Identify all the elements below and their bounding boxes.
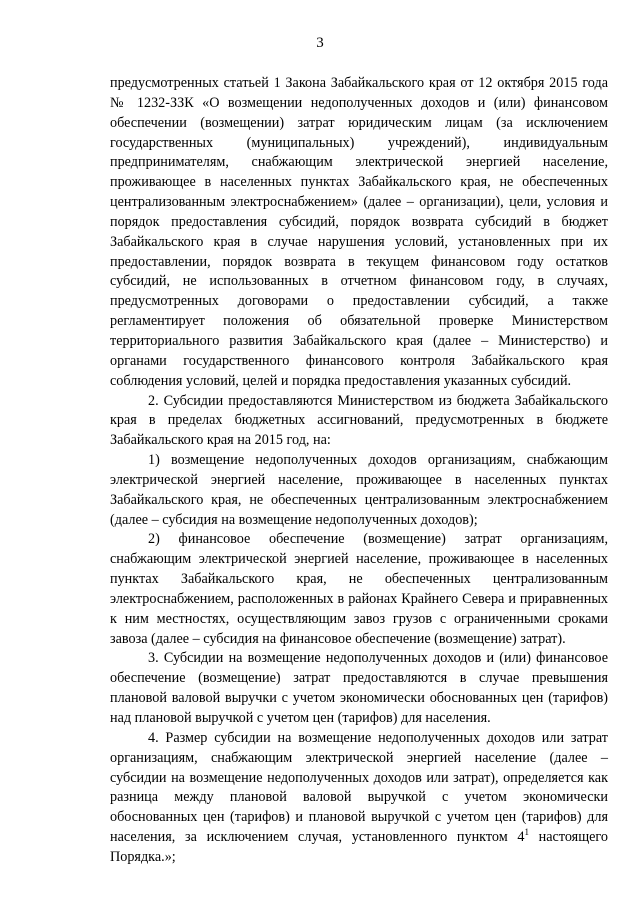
paragraph-2-subsidies-provision: 2. Субсидии предоставляются Министерством из бюджета Забайкальского края в пределах бюджетных ассигнований, предусмотренных в бюджете Забайкальского края на 2015 год, на: <box>110 392 608 449</box>
paragraph-4-main-text: 4. Размер субсидии на возмещение недополученных доходов или затрат организациям, снабжающим электрической энергией население (далее – субсидии на возмещение недополученных доходов или затрат), определяется как разница между плановой валовой выручкой с учетом экономически обоснованных цен (тарифов) и плановой выручкой с учетом цен (тарифов) для населения, за исключением случая, установленного пунктом 4 <box>110 729 608 846</box>
clause-superscript: 1 <box>524 827 529 838</box>
paragraph-2-item-2: 2) финансовое обеспечение (возмещение) затрат организациям, снабжающим электрической энергией население, проживающее в населенных пунктах Забайкальского края, не обеспеченных централизованным электроснабжением, расположенных в районах Крайнего Севера и приравненных к ним местностях, осуществляющим завоз грузов с ограниченными сроками завоза (далее – субсидия на финансовое обеспечение (возмещение) затрат). <box>110 531 608 647</box>
paragraph-3-conditions: 3. Субсидии на возмещение недополученных доходов и (или) финансовое обеспечение (возмещение) затрат предоставляются в случае превышения плановой валовой выручки с учетом экономически обоснованных цен (тарифов) над плановой выручкой с учетом цен (тарифов) для населения. <box>110 650 608 726</box>
paragraph-intro-continuation: предусмотренных статьей 1 Закона Забайкальского края от 12 октября 2015 года № 1232-ЗЗК «О возмещении недополученных доходов и (или) финансовом обеспечении (возмещении) затрат юридическим лицам (за исключением государственных (муниципальных) учреждений), индивидуальным предпринимателям, снабжающим электрической энергией население, проживающее в населенных пунктах Забайкальского края, не обеспеченных централизованным электроснабжением» (далее – организации), цели, условия и порядок предоставления субсидий, порядок возврата субсидий в бюджет Забайкальского края в случае нарушения условий, установленных при их предоставлении, порядок возврата в текущем финансовом году остатков субсидий, не использованных в отчетном финансовом году, в случаях, предусмотренных договорами о предоставлении субсидий, а также регламентирует положения об обязательной проверке Министерством территориального развития Забайкальского края (далее – Министерство) и органами государственного финансового контроля Забайкальского края соблюдения условий, целей и порядка предоставления указанных субсидий. <box>110 75 608 389</box>
paragraph-4-subsidy-amount <box>110 729 608 868</box>
document-body <box>110 74 608 868</box>
paragraph-4-tail-text: настоящего Порядка.»; <box>110 829 608 865</box>
paragraph-2-item-1: 1) возмещение недополученных доходов организациям, снабжающим электрической энергией население, проживающее в населенных пунктах Забайкальского края, не обеспеченных централизованным электроснабжением (далее – субсидия на возмещение недополученных доходов); <box>110 452 608 528</box>
page-number: 3 <box>316 35 324 51</box>
